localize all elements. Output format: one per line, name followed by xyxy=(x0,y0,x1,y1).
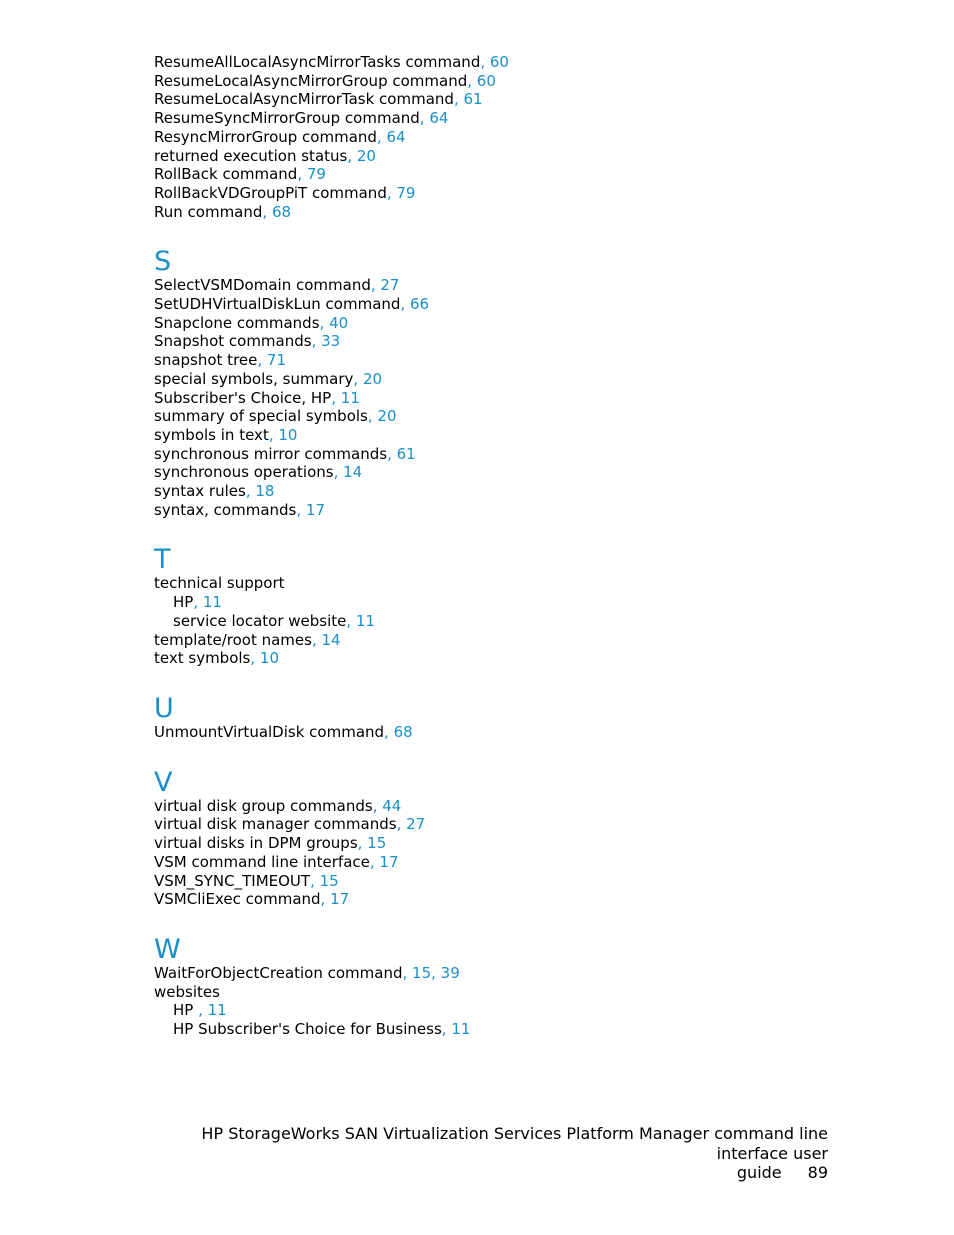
footer-title-line1: HP StorageWorks SAN Virtualization Services Platform Manager command line interface user xyxy=(201,1124,828,1163)
index-group xyxy=(154,248,854,519)
index-entry xyxy=(154,445,854,464)
entry-page-link[interactable]: , 61 xyxy=(387,444,416,463)
entry-page-link[interactable]: , 60 xyxy=(480,53,509,71)
index-entry xyxy=(154,72,854,91)
entry-page-link[interactable]: , 18 xyxy=(245,482,275,501)
entry-page-link[interactable]: , 71 xyxy=(257,351,286,370)
index-subentry xyxy=(154,1001,854,1020)
entry-page-link[interactable]: , 64 xyxy=(419,109,449,128)
index-entry xyxy=(154,964,854,983)
entry-page-link[interactable]: , 11 xyxy=(331,388,360,407)
entry-term: synchronous mirror commands xyxy=(154,444,388,463)
entry-term: synchronous operations xyxy=(154,463,334,482)
entry-term: virtual disks in DPM groups xyxy=(154,834,358,853)
entry-page-link[interactable]: , 17 xyxy=(369,852,399,871)
index-entry xyxy=(154,797,854,816)
index-entry xyxy=(154,276,854,295)
entry-page-link[interactable]: , 11 xyxy=(346,611,376,630)
entry-page-link[interactable]: , 66 xyxy=(400,295,430,314)
entry-term: summary of special symbols xyxy=(154,407,368,426)
index-subentry xyxy=(154,593,854,612)
index-entry xyxy=(154,872,854,891)
entry-page-link[interactable]: , 20 xyxy=(367,407,397,426)
entry-term: technical support xyxy=(154,574,285,593)
entry-page-link[interactable]: , 27 xyxy=(370,276,400,295)
index-entry xyxy=(154,109,854,128)
index-entry xyxy=(154,890,854,909)
entry-page-link[interactable]: , 17 xyxy=(320,890,350,909)
entry-page-link[interactable]: , 33 xyxy=(311,332,341,351)
index-entry xyxy=(154,853,854,872)
entry-term: service locator website xyxy=(173,611,347,630)
entry-page-link[interactable]: , 64 xyxy=(376,127,406,146)
entry-page-link[interactable]: , 61 xyxy=(453,90,483,109)
index-entry xyxy=(154,53,854,72)
index-entry xyxy=(154,649,854,668)
entry-page-link[interactable]: , 11 xyxy=(193,593,222,612)
index-group xyxy=(154,546,854,668)
entry-page-link[interactable]: , 27 xyxy=(396,815,426,834)
index-entry xyxy=(154,723,854,742)
index-entry xyxy=(154,407,854,426)
index-letter-heading: U xyxy=(154,692,174,724)
index-entry xyxy=(154,295,854,314)
entry-term: returned execution status xyxy=(154,146,348,165)
index-list xyxy=(154,53,854,1066)
entry-page-link[interactable]: , 15, 39 xyxy=(402,963,460,982)
entry-page-link[interactable]: , 20 xyxy=(347,146,376,165)
index-entry xyxy=(154,501,854,520)
entry-term: ResumeSyncMirrorGroup command xyxy=(154,109,420,128)
index-subentry xyxy=(154,612,854,631)
entry-page-link[interactable]: , 79 xyxy=(297,165,326,184)
entry-page-link[interactable]: , 68 xyxy=(262,202,292,221)
entry-term: HP xyxy=(173,593,194,612)
entry-term: ResumeLocalAsyncMirrorGroup command xyxy=(154,71,468,90)
index-entry xyxy=(154,631,854,650)
entry-term: VSMCliExec command xyxy=(154,890,321,909)
entry-term: RollBack command xyxy=(154,165,298,184)
entry-term: syntax rules xyxy=(154,482,246,501)
index-subentry xyxy=(154,1020,854,1039)
entry-page-link[interactable]: , 14 xyxy=(333,463,363,482)
entry-page-link[interactable]: , 11 xyxy=(198,1001,227,1020)
entry-page-link[interactable]: , 15 xyxy=(310,871,339,890)
index-entry xyxy=(154,370,854,389)
entry-term: syntax, commands xyxy=(154,500,297,519)
entry-page-link[interactable]: , 11 xyxy=(441,1020,471,1039)
index-entry xyxy=(154,184,854,203)
entry-term: VSM command line interface xyxy=(154,852,370,871)
index-entry xyxy=(154,314,854,333)
entry-page-link[interactable]: , 44 xyxy=(372,796,402,815)
index-entry xyxy=(154,834,854,853)
index-entry xyxy=(154,332,854,351)
index-entry xyxy=(154,426,854,445)
index-entry xyxy=(154,389,854,408)
entry-term: RollBackVDGroupPiT command xyxy=(154,183,387,202)
index-entry xyxy=(154,463,854,482)
entry-page-link[interactable]: , 17 xyxy=(296,500,325,519)
entry-term: ResyncMirrorGroup command xyxy=(154,127,377,146)
entry-term: HP Subscriber's Choice for Business xyxy=(173,1020,442,1039)
index-entry xyxy=(154,90,854,109)
index-letter-heading: V xyxy=(154,766,173,798)
page-number: 89 xyxy=(807,1163,828,1182)
index-entry xyxy=(154,815,854,834)
index-letter-heading: S xyxy=(154,246,172,278)
index-letter-heading: T xyxy=(154,544,171,576)
index-entry xyxy=(154,203,854,222)
entry-term: virtual disk manager commands xyxy=(154,815,397,834)
entry-term: websites xyxy=(154,982,220,1001)
entry-term: text symbols xyxy=(154,649,251,668)
index-entry xyxy=(154,147,854,166)
index-group xyxy=(154,933,854,1039)
index-group xyxy=(154,53,854,221)
entry-page-link[interactable]: , 79 xyxy=(386,183,416,202)
entry-term: special symbols, summary xyxy=(154,369,354,388)
entry-page-link[interactable]: , 15 xyxy=(357,834,387,853)
index-entry xyxy=(154,574,854,593)
entry-page-link[interactable]: , 10 xyxy=(250,649,279,668)
entry-term: ResumeAllLocalAsyncMirrorTasks command xyxy=(154,53,481,71)
entry-term: Snapshot commands xyxy=(154,332,312,351)
entry-term: template/root names xyxy=(154,630,312,649)
index-group xyxy=(154,766,854,909)
index-entry xyxy=(154,351,854,370)
index-letter-heading: W xyxy=(154,933,181,965)
entry-page-link[interactable]: , 60 xyxy=(467,71,496,90)
entry-term: VSM_SYNC_TIMEOUT xyxy=(154,871,311,890)
entry-term: UnmountVirtualDisk command xyxy=(154,722,385,741)
index-entry xyxy=(154,482,854,501)
entry-term: symbols in text xyxy=(154,425,269,444)
index-entry xyxy=(154,165,854,184)
entry-term: virtual disk group commands xyxy=(154,796,373,815)
entry-term: SetUDHVirtualDiskLun command xyxy=(154,295,401,314)
entry-term: HP xyxy=(173,1001,199,1020)
entry-page-link[interactable]: , 14 xyxy=(311,630,341,649)
index-entry xyxy=(154,983,854,1002)
entry-term: Snapclone commands xyxy=(154,313,320,332)
entry-page-link[interactable]: , 40 xyxy=(319,313,349,332)
index-entry xyxy=(154,128,854,147)
entry-term: Run command xyxy=(154,202,263,221)
entry-page-link[interactable]: , 68 xyxy=(384,722,413,741)
entry-page-link[interactable]: , 20 xyxy=(353,369,383,388)
entry-page-link[interactable]: , 10 xyxy=(268,425,298,444)
entry-term: Subscriber's Choice, HP xyxy=(154,388,332,407)
entry-term: ResumeLocalAsyncMirrorTask command xyxy=(154,90,454,109)
entry-term: SelectVSMDomain command xyxy=(154,276,371,295)
entry-term: WaitForObjectCreation command xyxy=(154,963,403,982)
page-footer xyxy=(128,1124,828,1183)
index-group xyxy=(154,692,854,742)
entry-term: snapshot tree xyxy=(154,351,258,370)
footer-title-line2-row xyxy=(128,1163,828,1183)
footer-title-line2: guide xyxy=(736,1163,782,1182)
